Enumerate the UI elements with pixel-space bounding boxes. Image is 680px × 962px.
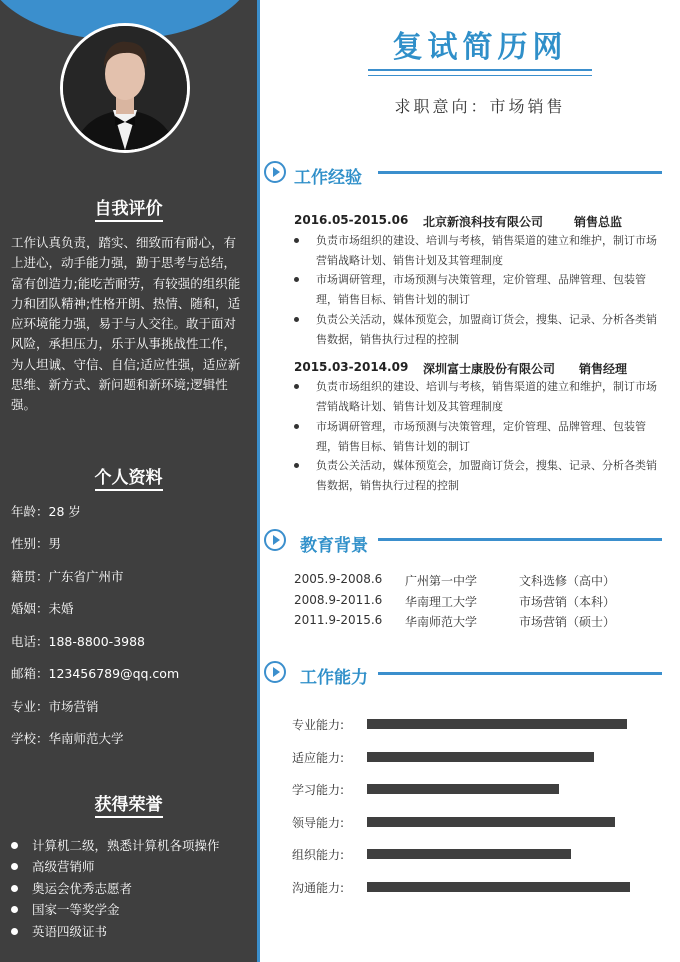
honor-text: 英语四级证书 bbox=[32, 924, 108, 939]
skill-label: 领导能力: bbox=[292, 816, 345, 830]
profile-title: 个人资料 bbox=[0, 463, 257, 491]
skill-label: 适应能力: bbox=[292, 751, 345, 765]
profile-hometown: 籍贯：广东省广州市 bbox=[11, 569, 124, 584]
duty-text: 负责公关活动，媒体预览会，加盟商订货会，搜集、记录、分析各类销售数据，销售执行过程的控制 bbox=[316, 313, 657, 346]
duty-text: 负责市场组织的建设、培训与考核，销售渠道的建立和维护，制订市场营销战略计划、销售计划及其管理制度 bbox=[316, 234, 657, 267]
profile-email: 邮箱：123456789@qq.com bbox=[11, 666, 180, 681]
profile-school: 学校：华南师范大学 bbox=[11, 731, 124, 746]
job-period: 2016.05-2015.06 bbox=[294, 213, 409, 227]
self-eval-text: 工作认真负责，踏实、细致而有耐心，有上进心，动手能力强，勤于思考与总结，富有创造力;能吃苦耐劳，有较强的组织能力和团队精神;性格开朗、热情、随和，适应环境能力强，易于与人交往。敢于面对风险，承担压力，乐于从事挑战性工作，为人坦诚、守信、自信;适应性强，适应新思维、新方式、新问题和新环境;逻辑性强。 bbox=[11, 235, 241, 413]
title-underline-thin bbox=[368, 75, 592, 76]
avatar bbox=[60, 23, 190, 153]
skill-bar bbox=[367, 719, 627, 729]
duty-text: 市场调研管理，市场预测与决策管理，定价管理、品牌管理、包装管理，销售目标、销售计划的制订 bbox=[316, 273, 646, 306]
page-title: 复试简历网 bbox=[392, 30, 568, 65]
duty-text: 负责市场组织的建设、培训与考核，销售渠道的建立和维护，制订市场营销战略计划、销售计划及其管理制度 bbox=[316, 380, 657, 413]
skill-bar bbox=[367, 882, 630, 892]
divider-line bbox=[257, 0, 260, 962]
job-role: 销售总监 bbox=[574, 215, 623, 229]
section-title-work: 工作经验 bbox=[294, 168, 362, 188]
section-title-education: 教育背景 bbox=[300, 536, 368, 556]
edu-period: 2011.9-2015.6 bbox=[294, 613, 383, 627]
bullet-icon bbox=[11, 928, 18, 935]
bullet-icon bbox=[11, 842, 18, 849]
section-rule bbox=[378, 538, 662, 541]
edu-major: 文科选修（高中） bbox=[519, 574, 616, 588]
play-circle-icon bbox=[264, 661, 286, 683]
edu-period: 2008.9-2011.6 bbox=[294, 593, 383, 607]
skill-bar bbox=[367, 752, 594, 762]
honor-item bbox=[11, 836, 220, 854]
bullet-icon bbox=[11, 906, 18, 913]
edu-period: 2005.9-2008.6 bbox=[294, 572, 383, 586]
skill-label: 组织能力: bbox=[292, 848, 345, 862]
job-company: 深圳富士康股份有限公司 bbox=[423, 362, 556, 376]
edu-school: 华南理工大学 bbox=[405, 595, 478, 609]
honor-item bbox=[11, 922, 107, 940]
skill-label: 专业能力: bbox=[292, 718, 345, 732]
honor-item bbox=[11, 900, 120, 918]
skill-bar bbox=[367, 784, 559, 794]
profile-age: 年龄：28 岁 bbox=[11, 504, 81, 519]
duty-text: 负责公关活动，媒体预览会，加盟商订货会，搜集、记录、分析各类销售数据，销售执行过程的控制 bbox=[316, 459, 657, 492]
honor-text: 奥运会优秀志愿者 bbox=[32, 881, 133, 896]
section-title-skills: 工作能力 bbox=[300, 668, 368, 688]
bullet-icon bbox=[11, 885, 18, 892]
play-circle-icon bbox=[264, 529, 286, 551]
profile-marital: 婚姻：未婚 bbox=[11, 601, 74, 616]
job-duty bbox=[294, 417, 662, 456]
bullet-icon bbox=[294, 317, 299, 322]
edu-school: 广州第一中学 bbox=[405, 574, 478, 588]
edu-major: 市场营销（本科） bbox=[519, 595, 616, 609]
job-duty bbox=[294, 310, 662, 349]
sidebar bbox=[0, 0, 257, 962]
bullet-icon bbox=[294, 424, 299, 429]
self-eval-title: 自我评价 bbox=[0, 194, 257, 222]
bullet-icon bbox=[294, 277, 299, 282]
job-objective: 求职意向：市场销售 bbox=[394, 97, 566, 116]
play-circle-icon bbox=[264, 161, 286, 183]
job-period: 2015.03-2014.09 bbox=[294, 360, 409, 374]
job-duty bbox=[294, 231, 662, 270]
section-rule bbox=[378, 171, 662, 174]
profile-major: 专业：市场营销 bbox=[11, 699, 99, 714]
skill-bar bbox=[367, 849, 571, 859]
duty-text: 市场调研管理，市场预测与决策管理，定价管理、品牌管理、包装管理，销售目标、销售计划的制订 bbox=[316, 420, 646, 453]
skill-label: 沟通能力: bbox=[292, 881, 345, 895]
bullet-icon bbox=[294, 384, 299, 389]
honor-item bbox=[11, 879, 132, 897]
bullet-icon bbox=[11, 863, 18, 870]
honor-text: 高级营销师 bbox=[32, 859, 95, 874]
honor-item bbox=[11, 857, 95, 875]
job-duty bbox=[294, 456, 662, 495]
bullet-icon bbox=[294, 463, 299, 468]
job-duty bbox=[294, 377, 662, 416]
edu-major: 市场营销（硕士） bbox=[519, 615, 616, 629]
section-rule bbox=[378, 672, 662, 675]
job-role: 销售经理 bbox=[579, 362, 628, 376]
honor-text: 国家一等奖学金 bbox=[32, 902, 120, 917]
honor-text: 计算机二级，熟悉计算机各项操作 bbox=[32, 838, 220, 853]
profile-photo bbox=[63, 26, 187, 150]
bullet-icon bbox=[294, 238, 299, 243]
honors-title: 获得荣誉 bbox=[0, 790, 257, 818]
profile-phone: 电话：188-8800-3988 bbox=[11, 634, 146, 649]
profile-gender: 性别：男 bbox=[11, 536, 62, 551]
skill-label: 学习能力: bbox=[292, 783, 345, 797]
skill-bar bbox=[367, 817, 615, 827]
title-underline bbox=[368, 69, 592, 71]
job-duty bbox=[294, 270, 662, 309]
edu-school: 华南师范大学 bbox=[405, 615, 478, 629]
job-company: 北京新浪科技有限公司 bbox=[423, 215, 544, 229]
